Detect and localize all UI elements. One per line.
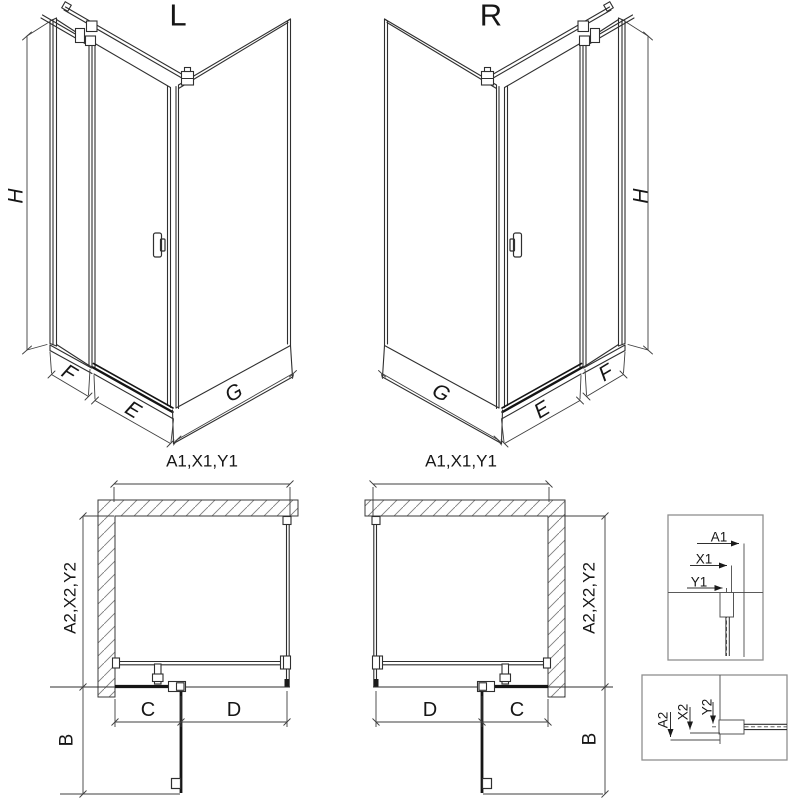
plan-right-dim-b: B: [579, 732, 601, 746]
plan-left-dim-b: B: [56, 733, 78, 747]
iso-left-dim-e: E: [121, 396, 145, 424]
iso-right-dim-f: F: [594, 359, 618, 387]
plan-right-dim-width: A1,X1,Y1: [425, 451, 497, 471]
detail-bottom-dim-y2: Y2: [699, 698, 715, 716]
plan-right-dim-c: C: [509, 699, 525, 721]
iso-right-dim-e: E: [530, 396, 554, 424]
iso-right-dim-g: G: [428, 378, 454, 408]
detail-top-dim-a1: A1: [710, 529, 728, 545]
detail-top-dim-x1: X1: [695, 551, 713, 567]
plan-left-dim-width: A1,X1,Y1: [166, 451, 238, 471]
detail-bottom-dim-a2: A2: [655, 711, 671, 729]
iso-left-dim-f: F: [57, 359, 81, 387]
iso-right-dim-h: H: [629, 188, 653, 204]
plan-view-right: [365, 481, 613, 795]
detail-top-dim-y1: Y1: [690, 574, 708, 590]
plan-left-wall-hatch: [98, 500, 298, 697]
detail-bottom-dim-x2: X2: [675, 703, 691, 721]
plan-left-dim-d: D: [226, 699, 242, 721]
iso-left-dim-g: G: [221, 378, 247, 408]
iso-left-dim-h: H: [4, 188, 28, 204]
plan-view-left: [50, 481, 298, 795]
plan-left-dim-c: C: [140, 699, 156, 721]
plan-right-wall-hatch: [365, 500, 565, 697]
plan-right-dim-d: D: [422, 699, 438, 721]
plan-left-dim-depth: A2,X2,Y2: [60, 562, 80, 634]
iso-left-title: L: [169, 0, 187, 33]
plan-right-dim-depth: A2,X2,Y2: [579, 562, 599, 634]
iso-right-title: R: [479, 0, 503, 33]
